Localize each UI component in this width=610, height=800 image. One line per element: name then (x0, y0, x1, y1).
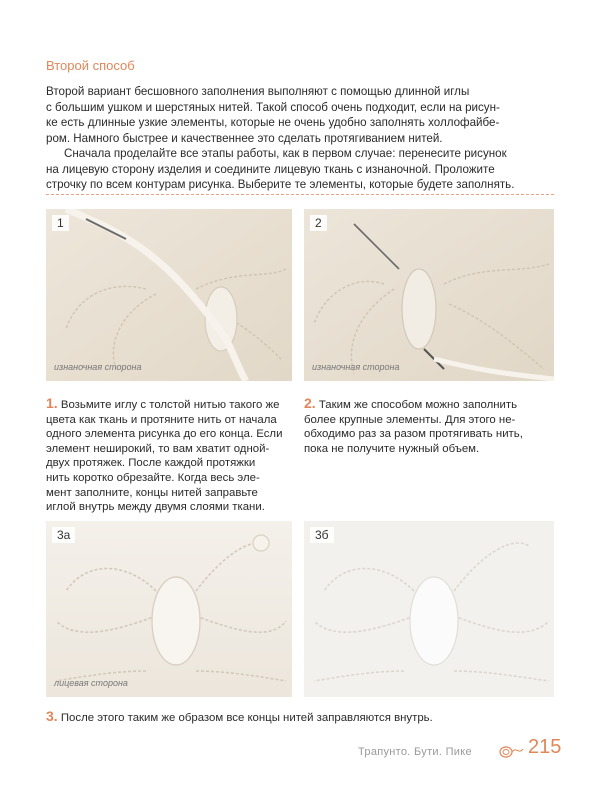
section-heading: Второй способ (46, 58, 135, 73)
photo-caption: лицевая сторона (54, 678, 128, 688)
photo-label: 3б (310, 527, 334, 543)
photo-step-3b (304, 521, 554, 697)
step-1-text: 1. Возьмите иглу с толстой нитью такого же цвета как ткань и протяните нить от начала одного элемента рисунка до его конца. Если элемент неширокий, то вам хватит одной- двух протяжек. После каждой протяжки нить коротко обрезайте. Когда весь эле- мент заполните, концы нитей заправьте иглой внутрь между двумя слоями ткани. (46, 395, 283, 514)
photo-step-2 (304, 209, 554, 381)
photo-step-3a (46, 521, 292, 697)
photo-step-1 (46, 209, 292, 381)
photo-label: 1 (52, 215, 69, 231)
footer-chapter-title: Трапунто. Бути. Пике (358, 746, 472, 758)
thread-spool-icon (496, 741, 524, 766)
photo-label: 2 (310, 215, 327, 231)
photo-caption: изнаночная сторона (54, 362, 142, 372)
step-2-text: 2. Таким же способом можно заполнить более крупные элементы. Для этого не- обходимо раз за разом протягивать нить, пока не получите нужный объем. (304, 395, 523, 455)
fabric-photo-2 (304, 209, 554, 381)
dashed-divider (46, 194, 554, 195)
step-3-text: 3. После этого таким же образом все концы нитей заправляются внутрь. (46, 708, 433, 724)
photo-label: 3а (52, 527, 75, 543)
intro-paragraph-2: Сначала проделайте все этапы работы, как в первом случае: перенесите рисунок на лицевую сторону изделия и соедините лицевую ткань с изнаночной. Проложите строчку по всем контурам рисунка. Выберите те элементы, которые будете заполнять. (46, 147, 515, 191)
fabric-photo-1 (46, 209, 292, 381)
photo-caption: изнаночная сторона (312, 362, 400, 372)
fabric-photo-3a (46, 521, 292, 697)
intro-paragraph-1: Второй вариант бесшовного заполнения выполняют с помощью длинной иглы с большим ушком и шерстяных нитей. Такой способ очень подходит, если на рисун- ке есть длинные узкие элементы, которые не очень удобно заполнять холлофайбе- ром. Намного быстрее и качественнее это сделать протягиванием нитей. (46, 85, 500, 145)
intro-text (46, 84, 556, 193)
fabric-photo-3b (304, 521, 554, 697)
page-number: 215 (528, 736, 562, 758)
